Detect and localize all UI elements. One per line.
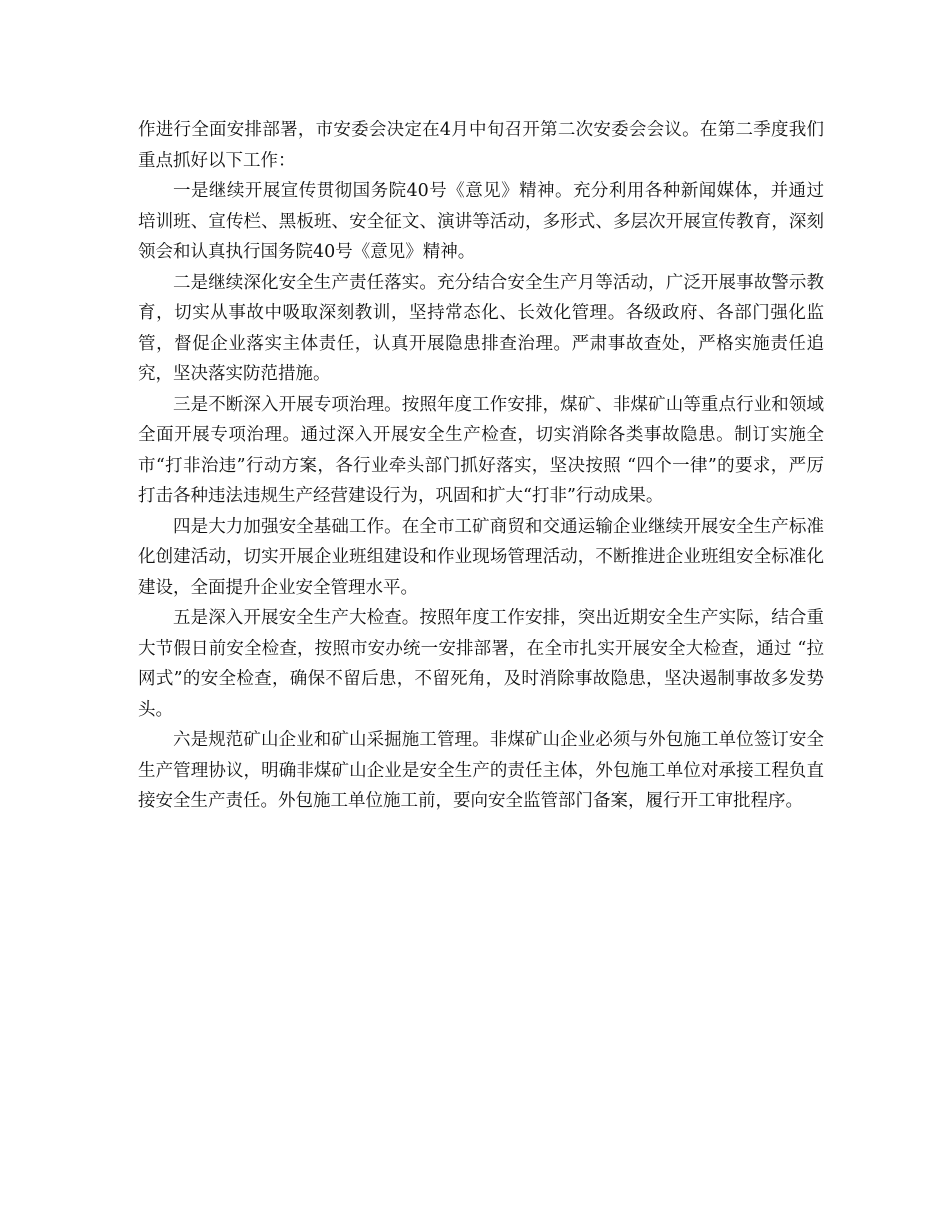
paragraph-item-1: 一是继续开展宣传贯彻国务院40号《意见》精神。充分利用各种新闻媒体，并通过培训班、宣传栏、黑板班、安全征文、演讲等活动，多形式、多层次开展宣传教育，深刻领会和认真执行国务院40号《意见》精神。 bbox=[138, 181, 824, 262]
paragraph-item-3: 三是不断深入开展专项治理。按照年度工作安排，煤矿、非煤矿山等重点行业和领域全面开展专项治理。通过深入开展安全生产检查，切实消除各类事故隐患。制订实施全市“打非治违”行动方案，各行业牵头部门抓好落实，坚决按照 “四个一律”的要求，严厉打击各种违法违规生产经营建设行为，巩固和扩大“打非”行动成果。 bbox=[138, 394, 824, 506]
paragraph-item-5: 五是深入开展安全生产大检查。按照年度工作安排，突出近期安全生产实际，结合重大节假日前安全检查，按照市安办统一安排部署，在全市扎实开展安全大检查，通过 “拉网式”的安全检查，确保不留后患，不留死角，及时消除事故隐患，坚决遏制事故多发势头。 bbox=[138, 608, 824, 720]
document-body bbox=[138, 115, 824, 817]
paragraph-item-2: 二是继续深化安全生产责任落实。充分结合安全生产月等活动，广泛开展事故警示教育，切实从事故中吸取深刻教训，坚持常态化、长效化管理。各级政府、各部门强化监管，督促企业落实主体责任，认真开展隐患排查治理。严肃事故查处，严格实施责任追究，坚决落实防范措施。 bbox=[138, 272, 824, 384]
paragraph-item-6: 六是规范矿山企业和矿山采掘施工管理。非煤矿山企业必须与外包施工单位签订安全生产管理协议，明确非煤矿山企业是安全生产的责任主体，外包施工单位对承接工程负直接安全生产责任。外包施工单位施工前，要向安全监管部门备案，履行开工审批程序。 bbox=[138, 730, 824, 811]
paragraph-item-4: 四是大力加强安全基础工作。在全市工矿商贸和交通运输企业继续开展安全生产标准化创建活动，切实开展企业班组建设和作业现场管理活动，不断推进企业班组安全标准化建设，全面提升企业安全管理水平。 bbox=[138, 516, 824, 598]
paragraph-continuation: 作进行全面安排部署，市安委会决定在4月中旬召开第二次安委会会议。在第二季度我们重点抓好以下工作： bbox=[138, 120, 824, 171]
